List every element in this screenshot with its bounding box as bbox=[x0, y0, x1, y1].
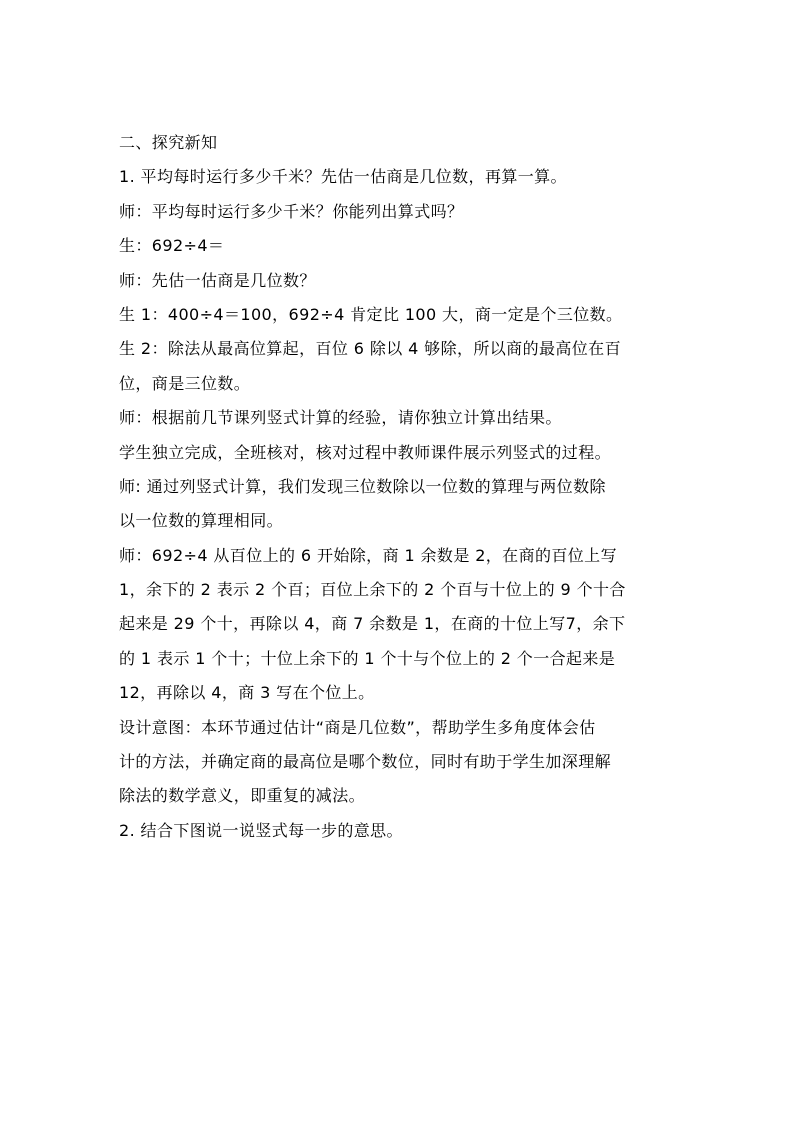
paragraph-line: 12，再除以 4，商 3 写在个位上。 bbox=[119, 683, 375, 703]
paragraph-line: 师：根据前几节课列竖式计算的经验，请你独立计算出结果。 bbox=[119, 408, 562, 428]
design-intent-line: 设计意图：本环节通过估计“商是几位数”，帮助学生多角度体会估 bbox=[119, 717, 596, 737]
paragraph-line: 生：692÷4＝ bbox=[119, 236, 225, 256]
question-2: 2. 结合下图说一说竖式每一步的意思。 bbox=[119, 820, 403, 840]
paragraph-line: 位，商是三位数。 bbox=[119, 373, 251, 393]
paragraph-line: 师: 通过列竖式计算，我们发现三位数除以一位数的算理与两位数除 bbox=[119, 476, 606, 496]
paragraph-line: 1，余下的 2 表示 2 个百；百位上余下的 2 个百与十位上的 9 个十合 bbox=[119, 580, 626, 600]
paragraph-line: 师：692÷4 从百位上的 6 开始除，商 1 余数是 2，在商的百位上写 bbox=[119, 545, 617, 565]
paragraph-line: 起来是 29 个十，再除以 4，商 7 余数是 1，在商的十位上写7，余下 bbox=[119, 614, 626, 634]
section-heading: 二、探究新知 bbox=[119, 133, 218, 152]
question-1: 1. 平均每时运行多少千米？先估一估商是几位数，再算一算。 bbox=[119, 167, 567, 187]
paragraph-line: 学生独立完成，全班核对，核对过程中教师课件展示列竖式的过程。 bbox=[119, 442, 612, 462]
paragraph-line: 以一位数的算理相同。 bbox=[119, 511, 284, 531]
paragraph-line: 师：平均每时运行多少千米？你能列出算式吗？ bbox=[119, 201, 464, 221]
paragraph-line: 的 1 表示 1 个十；十位上余下的 1 个十与个位上的 2 个一合起来是 bbox=[119, 648, 616, 668]
design-intent-line: 除法的数学意义，即重复的减法。 bbox=[119, 786, 366, 806]
design-intent-line: 计的方法，并确定商的最高位是哪个数位，同时有助于学生加深理解 bbox=[119, 752, 612, 772]
document-body bbox=[119, 126, 679, 848]
paragraph-line: 生 2：除法从最高位算起，百位 6 除以 4 够除，所以商的最高位在百 bbox=[119, 339, 621, 359]
paragraph-line: 生 1：400÷4＝100，692÷4 肯定比 100 大，商一定是个三位数。 bbox=[119, 304, 623, 324]
paragraph-line: 师：先估一估商是几位数？ bbox=[119, 270, 316, 290]
